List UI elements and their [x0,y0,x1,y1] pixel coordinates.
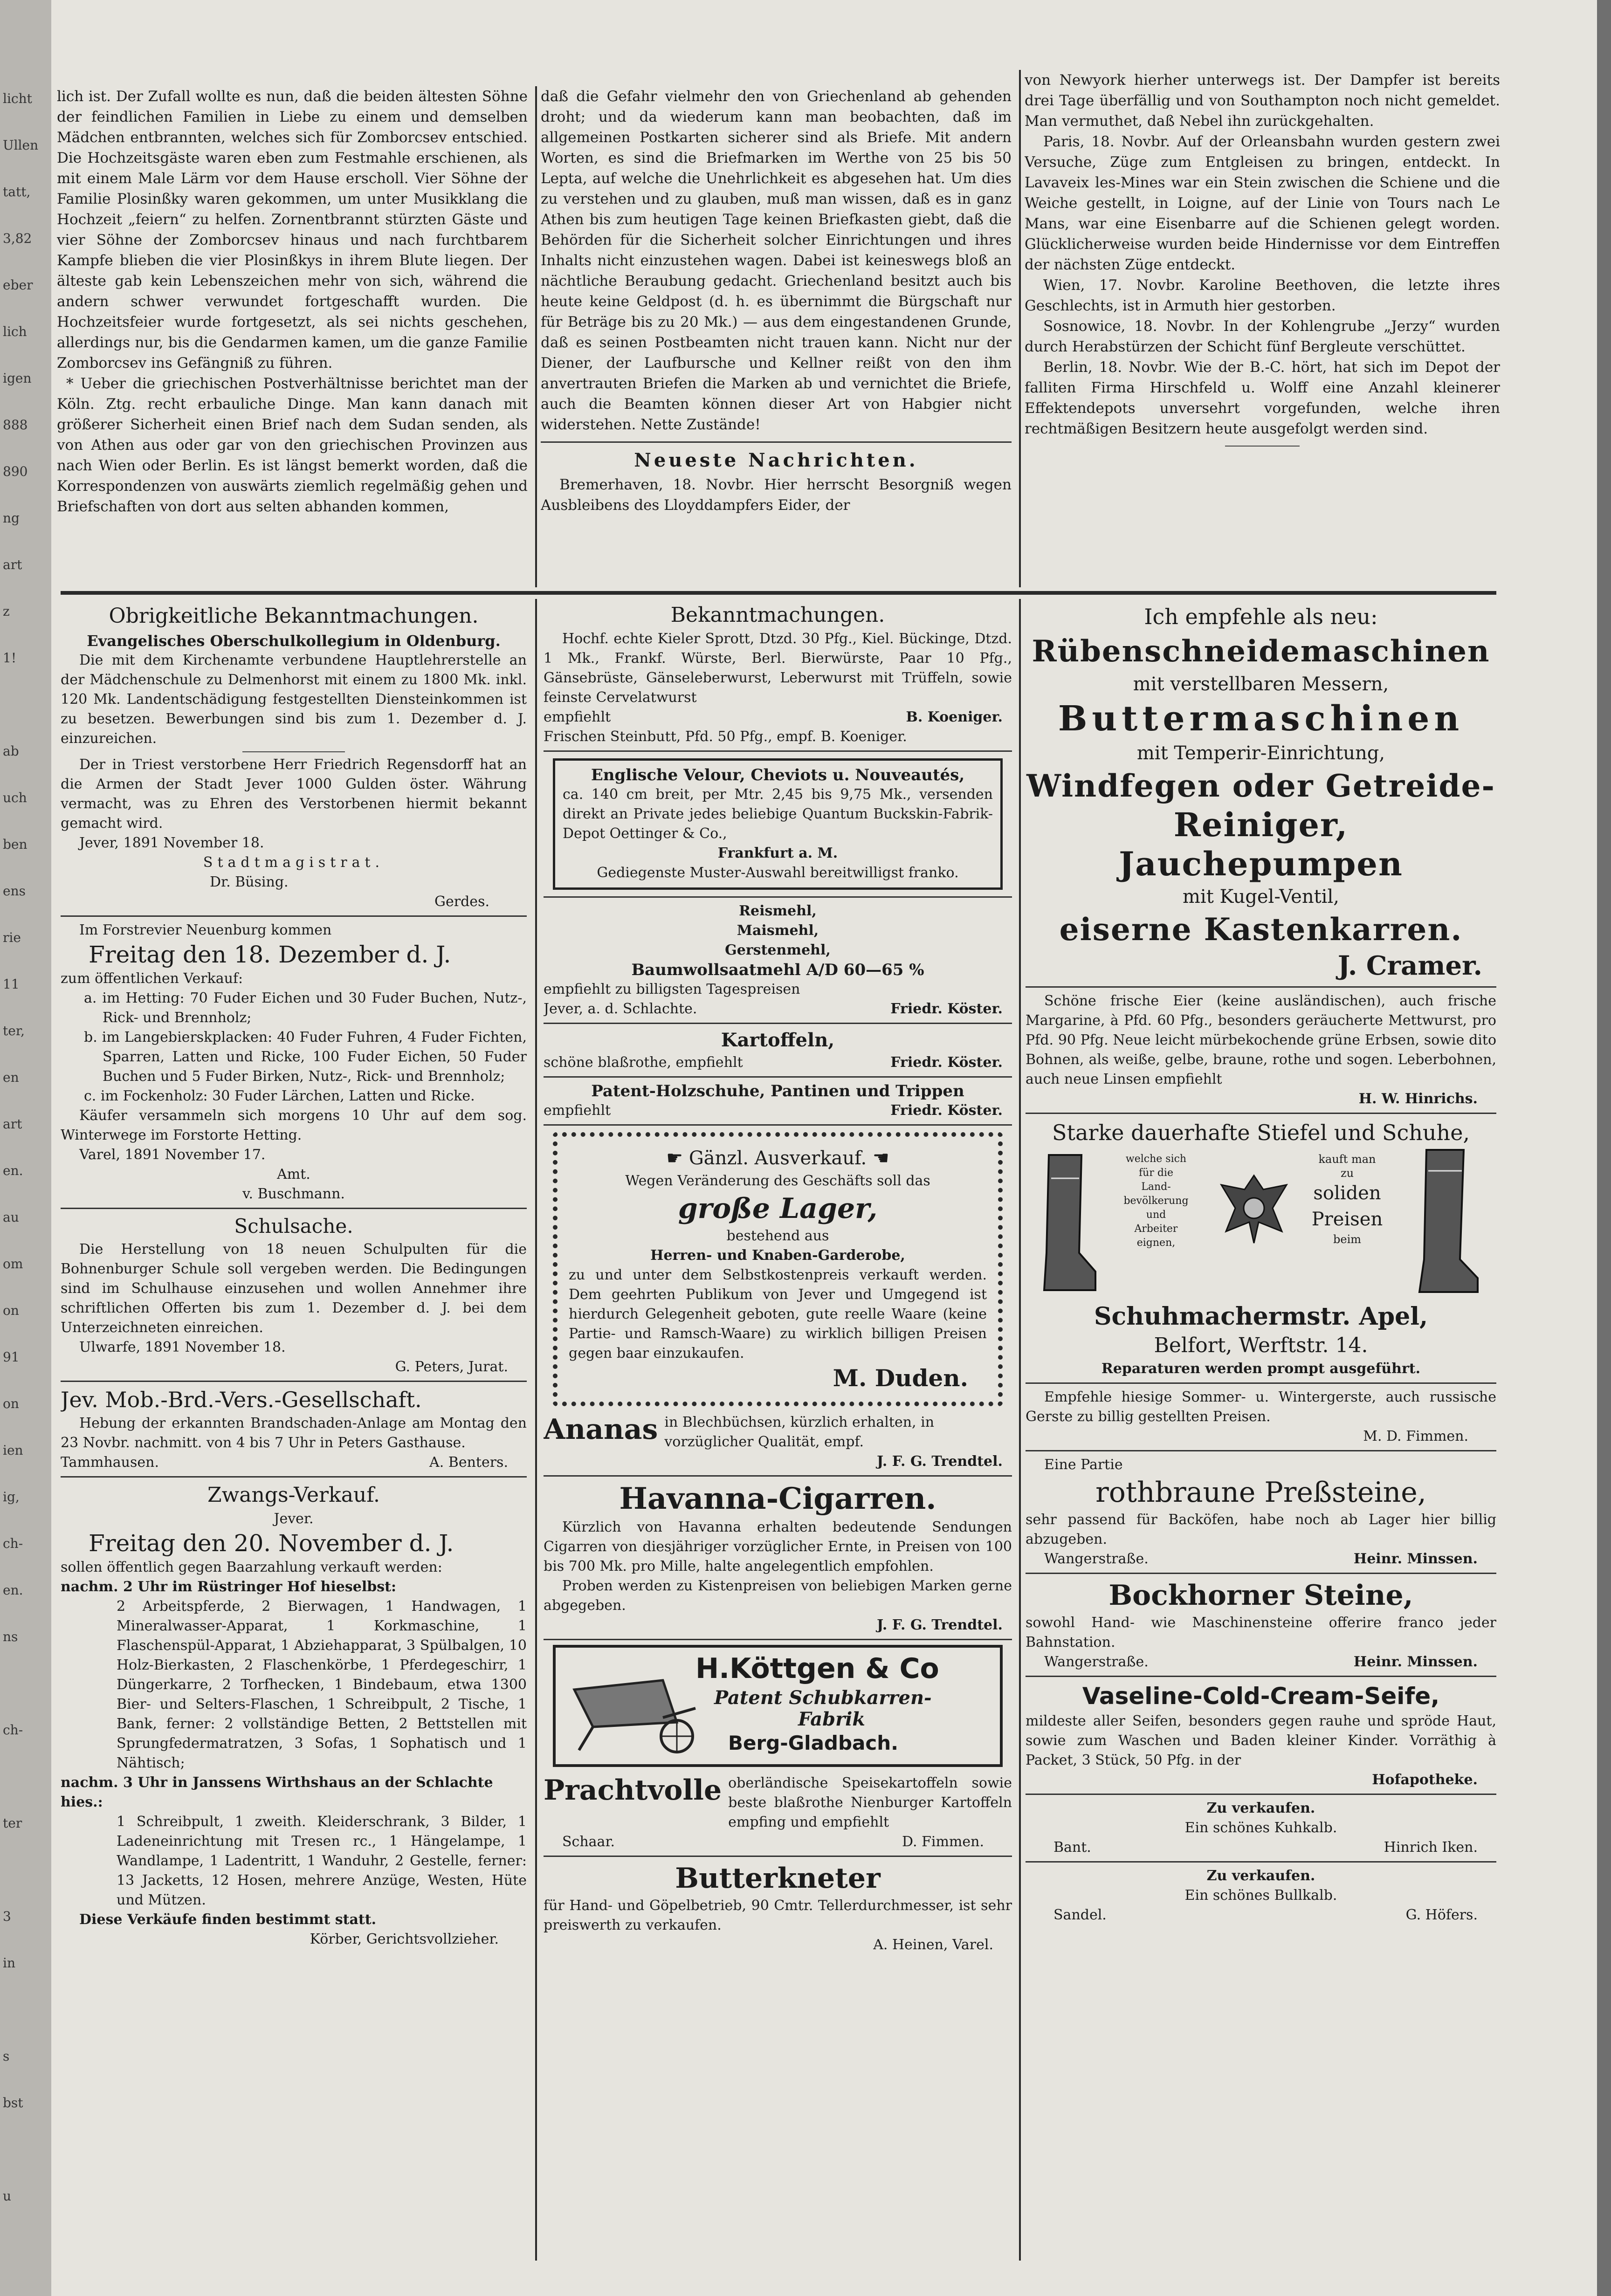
margin-fragment: ien [3,1443,23,1458]
velour-text: ca. 140 cm breit, per Mtr. 2,45 bis 9,75 Mk., versenden direkt an Private jedes beliebige Quantum Buckskin-Fabrik-Depot Oettinger & Co., [563,786,993,842]
margin-fragment: en. [3,1163,23,1178]
margin-fragment: ter [3,1815,22,1831]
divider [61,1208,527,1209]
end-rule [1225,446,1300,447]
margin-fragment: Ullen [3,137,39,153]
margin-fragment: igen [3,371,32,386]
koeniger-footer [544,708,1012,727]
forst-intro: Im Forstrevier Neuenburg kommen [79,922,332,938]
stiefel-right-text [1301,1152,1394,1246]
page-edge-shadow [1597,0,1611,2296]
news-wien: Wien, 17. Novbr. Karoline Beethoven, die letzte ihres Geschlechts, ist in Armuth hier gestorben. [1025,277,1500,314]
stiefel-left-line: eignen, [1136,1237,1176,1249]
zwangsverkauf-signature: Körber, Gerichtsvollzieher. [310,1931,499,1947]
margin-fragment: au [3,1210,19,1225]
margin-fragment: ab [3,743,19,759]
divider [61,915,527,917]
announcements-column [61,601,527,2279]
zu-verkaufen-text-2: Ein schönes Bullkalb. [1184,1887,1337,1904]
koettgen-ad-box [553,1645,1003,1767]
gerste-signature: M. D. Fimmen. [1363,1428,1468,1444]
margin-fragment: ch- [3,1722,23,1738]
margin-fragment: 11 [3,976,20,992]
zwangsverkauf-date: Freitag den 20. November d. J. [89,1530,454,1557]
prachtvolle-footer [544,1832,1012,1852]
margin-fragment: ig, [3,1489,20,1505]
jev-gesellschaft-footer [61,1453,527,1472]
cramer-item-5: eiserne Kastenkarren. [1059,911,1463,948]
margin-fragment: en. [3,1582,23,1598]
velour-footer: Gediegenste Muster-Auswahl bereitwilligst franko. [597,865,959,881]
steinbutt-text: Frischen Steinbutt, Pfd. 50 Pfg., empf. B. Koeniger. [544,729,907,745]
zwangsverkauf-final: Diese Verkäufe finden bestimmt statt. [79,1911,377,1928]
margin-fragment: uch [3,790,27,805]
margin-fragment: s [3,2049,10,2064]
triest-text: Der in Triest verstorbene Herr Friedrich Regensdorff hat an die Armen der Stadt Jever 1000 Gulden öster. Währung vermacht, was zu Ehren des Verstorbenen hiermit bekannt gemacht wird. [61,756,527,832]
forst-text: Käufer versammeln sich morgens 10 Uhr auf dem sog. Winterwege im Forstorte Hetting. [61,1107,527,1143]
bekanntmachungen-column [544,601,1012,2279]
holzschuhe-signature: Friedr. Köster. [890,1102,1003,1119]
column-divider [535,86,537,587]
mehl-maismehl: Maismehl, [737,922,819,939]
zwangsverkauf-b-heading: nachm. 3 Uhr in Janssens Wirthshaus an der Schlachte hies.: [61,1774,493,1810]
havanna-text: Kürzlich von Havanna erhalten bedeutende Sendungen Cigarren von diesjähriger vorzüglicher Ernte, in Preisen von 100 bis 700 Mk. pro Mille, halte angelegentlich empfohlen. [544,1519,1012,1574]
article-text-postverhaeltnisse: * Ueber die griechischen Postverhältnisse berichtet man der Köln. Ztg. recht erbauliche Dinge. Man kann danach mit größerer Sicherheit einen Brief nach dem Sudan senden, als von Athen aus oder gar von den griechischen Provinzen aus nach Wien oder Berlin. Es ist längst bemerkt worden, daß die Korrespondenzen von auswärts ziemlich regelmäßig gehen und Briefschaften von dort aus selten abhanden kommen, [57,375,528,515]
divider [1026,1113,1496,1114]
bockhorner-place: Wangerstraße. [1044,1654,1149,1670]
margin-fragment: rie [3,930,21,945]
koettgen-line-2: Fabrik [798,1708,866,1730]
mehl-place: Jever, a. d. Schlachte. [544,1001,697,1017]
zwangsverkauf-intro: sollen öffentlich gegen Baarzahlung verkauft werden: [61,1559,442,1575]
zwangsverkauf-place: Jever. [274,1511,314,1527]
stiefel-left-line: bevölkerung [1123,1195,1189,1207]
divider [1026,1382,1496,1384]
ananas-heading: Ananas [544,1413,658,1446]
schulsache-signature: G. Peters, Jurat. [395,1359,508,1375]
margin-fragment: ter, [3,1023,25,1038]
official-announcements-title: Obrigkeitliche Bekanntmachungen. [109,604,479,628]
oberschulkollegium-text: Die mit dem Kirchenamte verbundene Hauptlehrerstelle an der Mädchenschule zu Delmenhorst mit einem zu 1800 Mk. inkl. 120 Mk. Landentschädigung festgestellten Diensteinkommen ist zu besetzen. Bewerbungen sind bis zum 1. Dezember d. J. einzureichen. [61,652,527,747]
margin-fragment: art [3,557,22,572]
mehl-baumwollsaatmehl: Baumwollsaatmehl A/D 60—65 % [631,961,924,979]
article-column-1 [57,86,528,576]
divider [544,1076,1012,1078]
stiefel-right-line: Preisen [1311,1209,1383,1230]
mehl-footer [544,999,1012,1019]
pointing-hand-icon: ☚ [867,1148,889,1169]
forst-item-c: c. im Fockenholz: 30 Fuder Lärchen, Latten und Ricke. [84,1088,475,1104]
margin-fragment: on [3,1303,19,1318]
stiefel-left-line: für die [1139,1167,1173,1179]
vaseline-heading: Vaseline-Cold-Cream-Seife, [1082,1683,1440,1710]
ausverkauf-line-3: Herren- und Knaben-Garderobe, [650,1247,905,1264]
margin-fragment: 888 [3,417,28,433]
prachtvolle-signature: D. Fimmen. [902,1834,984,1850]
forst-item-b: b. im Langebierskplacken: 40 Fuder Fuhren, 4 Fuder Fichten, Sparren, Latten und Ricke, 100 Fuder Eichen, 50 Fuder Buchen und 5 Fuder Birken, Nutz-, Rick- und Brennholz; [84,1029,527,1085]
velour-ad-box [553,758,1003,890]
article-column-3 [1025,70,1500,587]
cramer-signature: J. Cramer. [1337,950,1482,981]
margin-fragment: art [3,1116,22,1132]
mehl-gerstenmehl: Gerstenmehl, [725,942,831,958]
margin-fragment: 3,82 [3,231,32,246]
cramer-intro: Ich empfehle als neu: [1144,604,1378,629]
ausverkauf-heading-text: Gänzl. Ausverkauf. [688,1148,867,1169]
divider [544,1475,1012,1477]
cramer-item-1-sub: mit verstellbaren Messern, [1133,674,1389,695]
pointing-hand-icon: ☛ [666,1148,689,1169]
eier-signature: H. W. Hinrichs. [1358,1091,1478,1107]
zu-verkaufen-text-1: Ein schönes Kuhkalb. [1184,1820,1337,1836]
margin-fragment: on [3,1396,19,1411]
margin-fragment: 1! [3,650,17,666]
pressteine-footer [1026,1549,1496,1569]
section-rule [541,441,1012,443]
divider [1026,1450,1496,1451]
cramer-item-2-sub: mit Temperir-Einrichtung, [1136,742,1385,764]
zwangsverkauf-a-heading: nachm. 2 Uhr im Rüstringer Hof hieselbst: [61,1579,397,1595]
margin-fragment: 890 [3,464,28,479]
margin-fragment: ch- [3,1536,23,1551]
apel-heading: Schuhmachermstr. Apel, [1094,1302,1428,1331]
margin-fragment: eber [3,277,33,293]
forst-verkauf: zum öffentlichen Verkauf: [61,970,243,987]
divider [544,1856,1012,1857]
news-sosnowice: Sosnowice, 18. Novbr. In der Kohlengrube „Jerzy“ wurden durch Herabstürzen der Schicht fünf Bergleute verschüttet. [1025,318,1500,355]
triest-date: Jever, 1891 November 18. [79,835,264,851]
tall-boot-icon [1408,1148,1482,1297]
koettgen-city: Berg-Gladbach. [728,1732,899,1754]
stiefel-left-line: und [1146,1209,1166,1221]
zu-verkaufen-footer-2 [1026,1905,1496,1925]
gerste-text: Empfehle hiesige Sommer- u. Wintergerste, auch russische Gerste zu billig gestellten Preisen. [1026,1389,1496,1425]
zu-verkaufen-heading-1: Zu verkaufen. [1206,1800,1315,1816]
vaseline-signature: Hofapotheke. [1372,1772,1478,1788]
prachtvolle-text: oberländische Speisekartoffeln sowie beste blaßrothe Nienburger Kartoffeln empfing und empfiehlt [728,1775,1012,1830]
apel-address: Belfort, Werftstr. 14. [1154,1334,1368,1357]
bockhorner-heading: Bockhorner Steine, [1108,1579,1413,1612]
pressteine-partie: Eine Partie [1044,1457,1123,1473]
stiefel-right-line: kauft man [1318,1153,1376,1166]
holzschuhe-footer [544,1101,1012,1121]
jev-signature: A. Benters. [429,1454,508,1471]
divider [544,1124,1012,1126]
eier-text: Schöne frische Eier (keine ausländischen), auch frische Margarine, à Pfd. 60 Pfg., besonders geräucherte Mettwurst, pro Pfd. 90 Pfg. Neue leicht mürbekochende grüne Erbsen, sowie dito Bohnen, als weiße, gelbe, braune, rothe und sogen. Leberbohnen, auch neue Linsen empfiehlt [1026,993,1496,1087]
kartoffeln-signature: Friedr. Köster. [890,1054,1003,1071]
zu-verkaufen-heading-2: Zu verkaufen. [1206,1868,1315,1884]
holzschuhe-heading: Patent-Holzschuhe, Pantinen und Trippen [591,1082,964,1100]
stadtmagistrat-signature-2: Gerdes. [434,894,489,910]
cramer-item-4-sub: mit Kugel-Ventil, [1183,886,1339,907]
article-column-2 [541,86,1012,587]
vaseline-text: mildeste aller Seifen, besonders gegen rauhe und spröde Haut, sowie zum Waschen und Baden kleiner Kinder. Vorräthig à Packet, 3 Stück, 50 Pfg. in der [1026,1713,1496,1768]
cramer-item-3: Windfegen oder Getreide- [1026,768,1495,804]
zu-verkaufen-place-1: Bant. [1053,1839,1091,1856]
cramer-item-2: Buttermaschinen [1058,699,1464,739]
stadtmagistrat: Stadtmagistrat. [203,854,385,871]
bockhorner-signature: Heinr. Minssen. [1353,1654,1478,1670]
schulsache-date: Ulwarfe, 1891 November 18. [79,1339,286,1355]
news-heading: Neueste Nachrichten. [634,449,918,471]
stiefel-left-line: welche sich [1125,1153,1187,1165]
margin-fragment: z [3,604,10,619]
ausverkauf-text: zu und unter dem Selbstkostenpreis verkauft werden. Dem geehrten Publikum von Jever und Umgegend ist hierdurch Gelegenheit geboten, gute reelle Waare (keine Partie- und Ramsch-Waare) zu wirklich billigen Preisen gegen baar einzukaufen. [569,1267,987,1361]
ausverkauf-ad-box [553,1132,1003,1406]
bekanntmachungen-title: Bekanntmachungen. [670,603,885,627]
divider [1026,1676,1496,1677]
news-paris: Paris, 18. Novbr. Auf der Orleansbahn wurden gestern zwei Versuche, Züge zum Entgleisen zu bringen, entdeckt. In Lavaveix les-Mines war ein Stein zwischen die Schiene und die Weiche gestellt, in Loigne, auf der Linie von Tours nach Le Mans, war eine Eisenbarre auf die Schienen gelegt worden. Glücklicherweise wurden beide Hindernisse vor dem Eintreffen der nächsten Züge entdeckt. [1025,133,1500,273]
koettgen-line-1: Patent Schubkarren- [714,1687,932,1709]
news-newyork: von Newyork hierher unterwegs ist. Der Dampfer ist bereits drei Tage überfällig und von Southampton noch nicht gemeldet. Man vermuthet, daß Nebel ihn zurückgehalten. [1025,72,1500,130]
stiefel-illustration [1026,1148,1496,1301]
havanna-text-2: Proben werden zu Kistenpreisen von beliebigen Marken gerne abgegeben. [544,1578,1012,1614]
margin-fragment: 3 [3,1909,11,1924]
boot-icon [1035,1150,1100,1295]
news-berlin: Berlin, 18. Novbr. Wie der B.-C. hört, hat sich im Depot der falliten Firma Hirschfeld u. Wolff eine Anzahl kleinerer Effektendepots unversehrt vorgefunden, welche ihren rechtmäßigen Besitzern heute ausgefolgt werden sind. [1025,359,1500,437]
zwangsverkauf-heading: Zwangs-Verkauf. [207,1483,380,1507]
stiefel-right-line: beim [1333,1233,1361,1246]
article-text-zomborcsev: lich ist. Der Zufall wollte es nun, daß die beiden ältesten Söhne der feindlichen Familien in Liebe zu einem und demselben Mädchen entbrannten, welches sich für Zomborcsev entschied. Die Hochzeitsgäste waren eben zum Festmahle erschienen, als mit einem Male Lärm vor dem Hause erscholl. Vier Söhne der Familie Plosinßky waren gekommen, um unter Musikklang die Hochzeit „feiern“ zu helfen. Zornentbrannt stürzten Gäste und vier Söhne der Zomborcsev hinaus und nach furchtbarem Kampfe blieben die vier Plosinßkys in ihrem Blute liegen. Der älteste gab kein Lebenszeichen mehr von sich, während die andern schwer verwundet fortgeschafft wurden. Die Hochzeitsfeier wurde fortgesetzt, als sei nichts geschehen, allerdings nur, bis die Gendarmen kamen, um die ganze Familie Zomborcsev ins Gefängniß zu führen. [57,88,528,371]
havanna-heading: Havanna-Cigarren. [619,1481,936,1516]
divider [544,1639,1012,1640]
prachtvolle-place: Schaar. [562,1834,615,1850]
divider [544,1023,1012,1024]
stiefel-left-line: Arbeiter [1134,1223,1178,1235]
divider [242,751,345,752]
ausverkauf-signature: M. Duden. [833,1364,968,1392]
zwangsverkauf-a-text: 2 Arbeitspferde, 2 Bierwagen, 1 Handwagen, 1 Mineralwasser-Apparat, 1 Korkmaschine, 1 Flaschenspül-Apparat, 1 Abziehapparat, 3 Spülbalgen, 10 Holz-Bierkasten, 2 Flaschenkörbe, 1 Pferdegeschirr, 1 Düngerkarre, 2 Torfhecken, 1 Bindebaum, etwa 1300 Bier- und Selters-Flaschen, 1 Schreibpult, 2 Tische, 1 Bank, ferner: 2 vollständige Betten, 2 Bettstellen mit Sprungfedermatratzen, 3 Sofas, 1 Sophatisch und 1 Nähtisch; [117,1598,527,1771]
velour-heading: Englische Velour, Cheviots u. Nouveautés, [591,766,965,784]
schulsache-heading: Schulsache. [234,1215,353,1237]
schulsache-text: Die Herstellung von 18 neuen Schulpulten für die Bohnenburger Schule soll vergeben werden. Die Bedingungen sind im Schulhause einzusehen und wollen Annehmer ihre schriftlichen Offerten bis zum 1. Dezember d. J. bei dem Unterzeichneten einreichen. [61,1241,527,1336]
forst-signature: v. Buschmann. [242,1186,345,1202]
koeniger-signature: B. Koeniger. [906,709,1003,725]
stiefel-left-line: Land- [1141,1181,1171,1193]
ausverkauf-big: große Lager, [678,1192,878,1225]
stiefel-right-line: soliden [1313,1182,1381,1204]
column-divider [535,599,537,2261]
mehl-signature: Friedr. Köster. [890,1001,1003,1017]
margin-fragment: en [3,1070,19,1085]
section-divider [61,591,1496,595]
margin-fragment: lich [3,324,27,339]
bockhorner-text: sowohl Hand- wie Maschinensteine offerire franco jeder Bahnstation. [1026,1615,1496,1650]
margin-fragment: ben [3,837,28,852]
divider [1026,1794,1496,1795]
koeniger-label: empfiehlt [544,709,611,725]
ausverkauf-heading [569,1145,987,1171]
eagle-crest-icon [1212,1166,1296,1250]
stiefel-right-line: zu [1340,1167,1354,1180]
forst-date: Freitag den 18. Dezember d. J. [89,941,451,968]
margin-fragment: 91 [3,1349,20,1365]
butterkneter-heading: Butterkneter [675,1862,881,1895]
forst-amt: Amt. [277,1166,310,1182]
stadtmagistrat-signature: Dr. Büsing. [210,874,289,890]
kartoffeln-heading: Kartoffeln, [721,1029,835,1051]
column-divider [1019,70,1021,587]
ausverkauf-line-1: Wegen Veränderung des Geschäfts soll das [625,1173,930,1189]
prachtvolle-ad [544,1774,1012,1832]
kartoffeln-text: schöne blaßrothe, empfiehlt [544,1054,743,1071]
wheelbarrow-icon [560,1652,700,1760]
mehl-text: empfiehlt zu billigsten Tagespreisen [544,981,800,997]
cramer-item-3-sub: Reiniger, [1173,805,1349,844]
ananas-text: in Blechbüchsen, kürzlich erhalten, in vorzüglicher Qualität, empf. [664,1414,935,1450]
bockhorner-footer [1026,1652,1496,1672]
cramer-item-4: Jauchepumpen [1119,845,1403,883]
margin-fragment: om [3,1256,23,1272]
apel-reparaturen: Reparaturen werden prompt ausgeführt. [1101,1361,1421,1377]
stiefel-left-text [1109,1152,1203,1250]
pressteine-signature: Heinr. Minssen. [1353,1551,1478,1567]
zu-verkaufen-footer-1 [1026,1838,1496,1857]
forst-item-a: a. im Hetting: 70 Fuder Eichen und 30 Fuder Buchen, Nutz-, Rick- und Brennholz; [84,990,527,1026]
zwangsverkauf-b-text: 1 Schreibpult, 1 zweith. Kleiderschrank, 3 Bilder, 1 Ladeneinrichtung mit Tresen rc., 1 Hängelampe, 1 Wandlampe, 1 Ladentritt, 1 Wanduhr, 2 Gestelle, ferner: 13 Jacketts, 12 Hosen, mehrere Anzüge, Westen, Hüte und Mützen. [117,1814,527,1908]
jev-place: Tammhausen. [61,1454,159,1471]
jev-gesellschaft-heading: Jev. Mob.-Brd.-Vers.-Gesellschaft. [61,1387,422,1412]
kartoffeln-footer [544,1053,1012,1072]
prachtvolle-heading: Prachtvolle [544,1774,722,1807]
mehl-reismehl: Reismehl, [739,903,817,919]
divider [1026,1573,1496,1574]
binding-edge [0,0,51,2296]
margin-fragment: tatt, [3,184,31,199]
ananas-ad [544,1413,1012,1452]
margin-fragment: ng [3,510,20,526]
pressteine-place: Wangerstraße. [1044,1551,1149,1567]
pressteine-heading: rothbraune Preßsteine, [1095,1476,1426,1509]
column-divider [1019,599,1021,2261]
divider [544,896,1012,898]
divider [544,750,1012,752]
divider [61,1381,527,1382]
ausverkauf-line-2: bestehend aus [726,1228,829,1244]
koeniger-text: Hochf. echte Kieler Sprott, Dtzd. 30 Pfg., Kiel. Bückinge, Dtzd. 1 Mk., Frankf. Würste, Berl. Bierwürste, Paar 10 Pfg., Gänsebrüste, Gänseleberwurst, Leberwurst mit Trüffeln, sowie feinste Cervelatwurst [544,631,1012,706]
ananas-signature: J. F. G. Trendtel. [877,1453,1003,1470]
butterkneter-signature: A. Heinen, Varel. [873,1937,993,1953]
divider [61,1476,527,1478]
margin-fragment: ens [3,883,26,899]
havanna-signature: J. F. G. Trendtel. [877,1617,1003,1633]
margin-fragment: licht [3,91,32,106]
butterkneter-text: für Hand- und Göpelbetrieb, 90 Cmtr. Tellerdurchmesser, ist sehr preiswerth zu verkaufen. [544,1897,1012,1933]
news-bremerhaven: Bremerhaven, 18. Novbr. Hier herrscht Besorgniß wegen Ausbleibens des Lloyddampfers Eider, der [541,476,1012,514]
divider [1026,986,1496,988]
holzschuhe-text: empfiehlt [544,1102,611,1119]
zu-verkaufen-signature-2: G. Höfers. [1405,1907,1478,1923]
margin-fragment: u [3,2188,12,2204]
forst-place: Varel, 1891 November 17. [79,1147,266,1163]
article-text-griechenland: daß die Gefahr vielmehr den von Griechenland ab gehenden droht; und da wiederum kann man beobachten, daß im allgemeinen Postkarten sicherer sind als Briefe. Mit andern Worten, es sind die Briefmarken im Werthe von 25 bis 50 Lepta, auf welche die Unehrlichkeit es abgesehen hat. Um dies zu verstehen und zu glauben, muß man wissen, daß es in ganz Athen bis zum heutigen Tage keinen Briefkasten giebt, daß die Behörden für die Sicherheit solcher Einrichtungen und ihres Inhalts nicht einzustehen wagen. Dabei ist keineswegs bloß an nächtliche Beraubung gedacht. Griechenland besitzt auch bis heute keine Geldpost (d. h. es übernimmt die Bürgschaft nur für Beträge bis zu 20 Mk.) — aus dem eingestandenen Grunde, daß es seinen Postbeamten nicht trauen kann. Nicht nur der Diener, der Laufbursche und Kellner reißt von den ihm anvertrauten Briefen die Marken ab und vernichtet die Briefe, auch die Beamten können dieser Art von Habgier nicht widerstehen. Nette Zustände! [541,88,1012,433]
pressteine-text: sehr passend für Backöfen, habe noch ab Lager hier billig abzugeben. [1026,1512,1496,1547]
stiefel-heading: Starke dauerhafte Stiefel und Schuhe, [1052,1120,1470,1145]
divider [1026,1861,1496,1863]
jev-gesellschaft-text: Hebung der erkannten Brandschaden-Anlage am Montag den 23 Novbr. nachmitt. von 4 bis 7 Uhr in Peters Gasthause. [61,1415,527,1451]
koettgen-name: H.Köttgen & Co [695,1652,939,1685]
zu-verkaufen-signature-1: Hinrich Iken. [1384,1839,1478,1856]
right-ads-column [1026,601,1496,2279]
oberschulkollegium-heading: Evangelisches Oberschulkollegium in Oldenburg. [87,632,501,650]
margin-fragment: ns [3,1629,18,1644]
margin-fragment: bst [3,2095,23,2110]
zu-verkaufen-place-2: Sandel. [1053,1907,1107,1923]
cramer-item-1: Rübenschneidemaschinen [1032,634,1490,669]
margin-fragment: in [3,1955,15,1971]
velour-city: Frankfurt a. M. [717,845,838,861]
